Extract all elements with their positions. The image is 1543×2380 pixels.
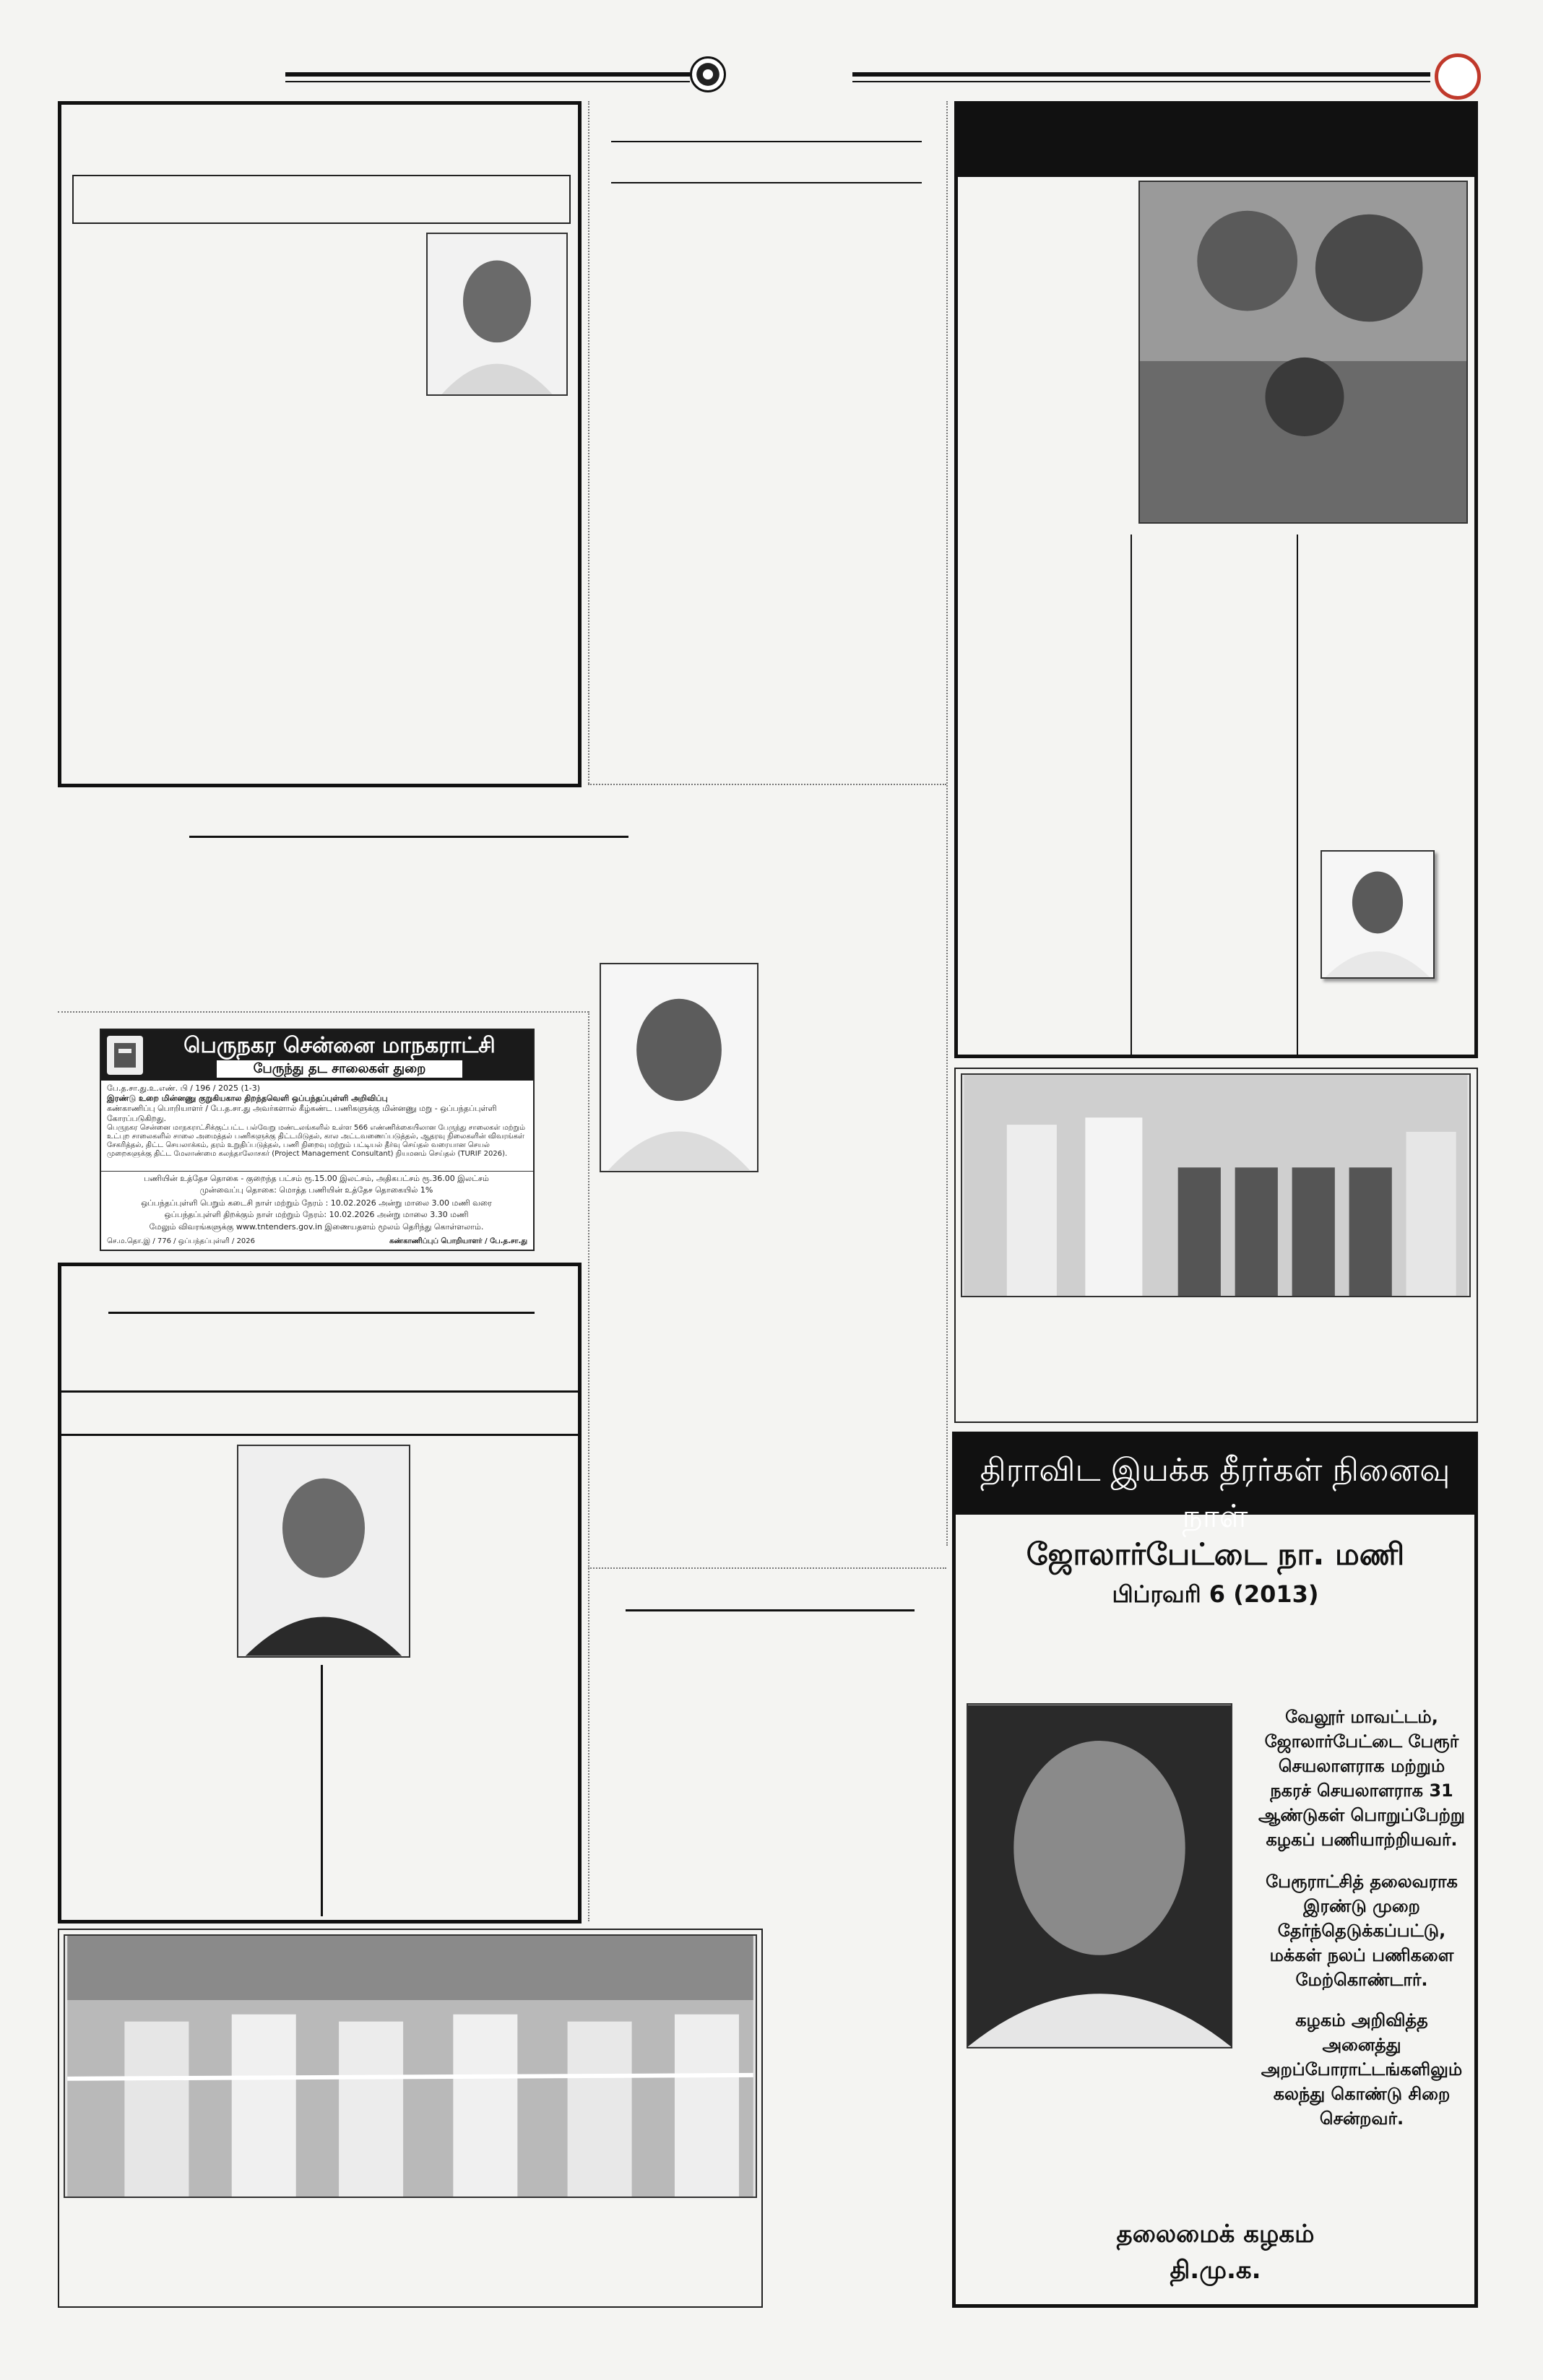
row-divider-2: [58, 1011, 589, 1013]
party-emblem-icon: [690, 56, 726, 92]
gcc-ad-title: பெருநகர சென்னை மாநகராட்சி: [183, 1033, 496, 1058]
memorial-para-2: பேரூராட்சித் தலைவராக இரண்டு முறை தேர்ந்தெடுக்கப்பட்டு, மக்கள் நலப் பணிகளை மேற்கொண்டார்.: [1266, 1871, 1458, 1990]
header-rule-right: [852, 72, 1430, 77]
header-rule-left-thin: [285, 81, 690, 82]
gcc-ad-divider: [101, 1171, 533, 1172]
ribbon-cutting-photo: [64, 1934, 757, 2198]
lower-left-column-rule: [321, 1665, 323, 1916]
mid-column-rule-1: [611, 141, 922, 142]
gcc-logo-icon: [107, 1036, 143, 1075]
students-award-photo: [961, 1073, 1471, 1297]
row-divider-1: [588, 784, 946, 785]
gcc-ad-line-1: கண்காணிப்பு பொறியாளர் / பே.த.சா.து அவர்களால் கீழ்கண்ட பணிகளுக்கு மின்னணு மறு - ஒப்பந்தப்புள்ளி கோரப்படுகிறது.: [107, 1104, 497, 1123]
gcc-ad-header: [101, 1030, 533, 1081]
column-divider-2: [946, 101, 948, 1546]
memorial-sign-2: தி.மு.க.: [1170, 2256, 1261, 2285]
gcc-ad-notice-heading: இரண்டு உறை மின்னணு குறுகியகால திறந்தவெளி ஒப்பந்தப்புள்ளி அறிவிப்பு: [107, 1094, 388, 1103]
gcc-ad-line-4: முன்வைப்பு தொகை: மொத்த பணியின் உத்தேச தொகையில் 1%: [199, 1185, 433, 1195]
gcc-ad-subtitle: பேருந்து தட சாலைகள் துறை: [217, 1060, 462, 1078]
portrait-photo-3: [237, 1445, 410, 1658]
mid-column-rule-2: [611, 182, 922, 183]
memorial-para-1: வேலூர் மாவட்டம், ஜோலார்பேட்டை பேரூர் செயலாளராக மற்றும் நகரச் செயலாளராக 31 ஆண்டுகள் பொறுப்பேற்று கழகப் பணியாற்றியவர்.: [1258, 1707, 1465, 1850]
memorial-para-3: கழகம் அறிவித்த அனைத்து அறப்போராட்டங்களிலும் கலந்து கொண்டு சிறை சென்றவர்.: [1261, 2010, 1463, 2129]
poster-image: [1138, 181, 1468, 524]
gcc-ad-line-3: பணியின் உத்தேச தொகை - குறைந்த பட்சம் ரூ.15.00 இலட்சம், அதிகபட்சம் ரூ.36.00 இலட்சம்: [144, 1174, 489, 1183]
section-headline-rule: [189, 836, 628, 838]
lower-left-divider-1: [61, 1390, 578, 1393]
row-divider-3: [588, 1567, 946, 1569]
memorial-portrait: [967, 1703, 1232, 2048]
article-header-bar-right: [954, 101, 1478, 177]
gcc-ad-footer-right: கண்காணிப்புப் பொறியாளர் / பே.த.சா.து: [389, 1237, 527, 1245]
right-column-rule-1: [1131, 535, 1132, 1055]
portrait-photo-1: [426, 233, 568, 396]
column-divider-1: [588, 101, 589, 784]
lower-left-headline-rule: [108, 1312, 535, 1314]
gcc-ad-line-5: ஒப்பந்தப்புள்ளி பெறும் கடைசி நாள் மற்றும் நேரம் : 10.02.2026 அன்று மாலை 3.00 மணி வரை: [141, 1198, 492, 1208]
column-divider-3: [588, 1011, 589, 1921]
gcc-ad-line-7: மேலும் விவரங்களுக்கு www.tntenders.gov.in இணையதளம் மூலம் தெரிந்து கொள்ளலாம்.: [149, 1222, 484, 1232]
portrait-photo-2: [600, 963, 758, 1172]
page-number-badge: [1435, 53, 1481, 100]
gcc-tender-ad: [100, 1029, 535, 1251]
gcc-ad-ref: பே.த.சா.து.உ.எண். பி / 196 / 2025 (1-3): [107, 1083, 261, 1093]
portrait-photo-4: [1321, 850, 1435, 979]
lower-left-divider-2: [61, 1434, 578, 1436]
right-column-rule-2: [1297, 535, 1298, 1055]
header-rule-right-thin: [852, 81, 1430, 82]
gcc-ad-line-2: பெருநகர சென்னை மாநகராட்சிக்குட்பட்ட பல்வேறு மண்டலங்களில் உள்ள 566 எண்ணிக்கையிலான பேருந்து சாலைகள் மற்றும் உட்புற சாலைகளில் சாலை அமைத்தல் பணிகளுக்கு திட்டமிடுதல், கால அட்டவணைப்படுத்தல், ஆதரவு நிலைகளின் விவரங்கள் சேகரித்தல், திட்ட செயலாக்கம், தரம் உறுதிப்படுத்தல், பணி நிறைவு மற்றும் பட்டியல் தீர்வு செய்தல் வரையான செயல் முறைகளுக்கு திட்ட மேலாண்மை கலந்தாலோசகர் (Project Management Consultant) நியமனம் செய்தல் (TURIF 2026).: [107, 1124, 526, 1158]
memorial-name: ஜோலார்பேட்டை நா. மணி: [1026, 1536, 1405, 1572]
article-headline-frame: [72, 175, 571, 224]
memorial-banner-text: திராவிட இயக்க தீரர்கள் நினைவு நாள்: [980, 1452, 1451, 1535]
header-rule-left: [285, 72, 690, 77]
gcc-ad-line-6: ஒப்பந்தப்புள்ளி திறக்கும் நாள் மற்றும் நேரம்: 10.02.2026 அன்று மாலை 3.30 மணி: [164, 1210, 469, 1219]
memorial-sign-1: தலைமைக் கழகம்: [1116, 2220, 1315, 2249]
mid-lower-rule: [626, 1609, 915, 1611]
memorial-date: பிப்ரவரி 6 (2013): [1112, 1580, 1319, 1608]
gcc-ad-footer-left: செ.ம.தொ.இ / 776 / ஒப்பந்தப்புள்ளி / 2026: [107, 1237, 256, 1245]
memorial-banner: [952, 1432, 1478, 1535]
